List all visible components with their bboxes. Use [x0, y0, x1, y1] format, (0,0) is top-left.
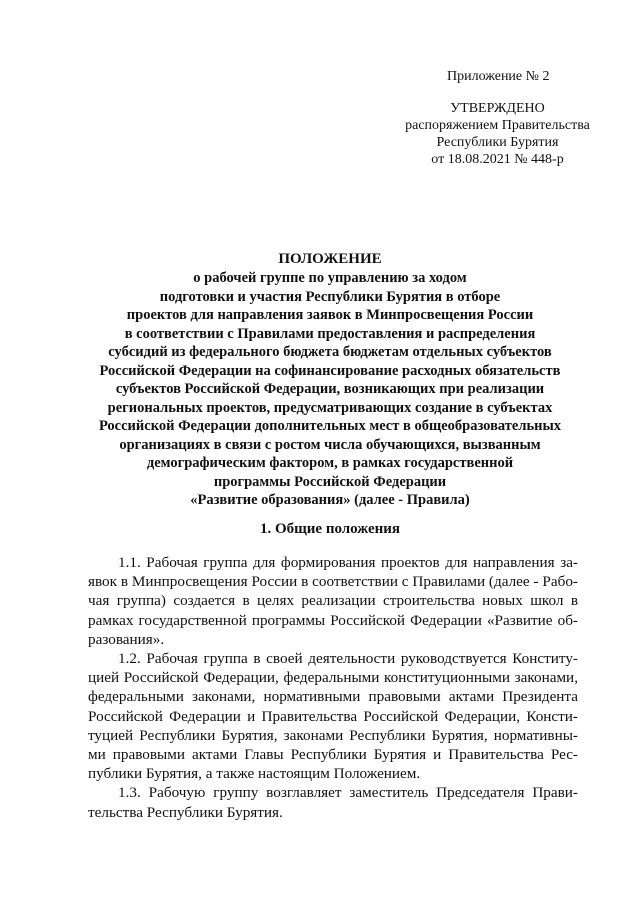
- paragraph-line: публики Бурятия, а также настоящим Положением.: [88, 765, 421, 783]
- title-line: демографическим фактором, в рамках государственной: [146, 455, 514, 471]
- section-heading: 1. Общие положения: [259, 521, 401, 537]
- paragraph-line: чая группа) создается в целях реализации строительства новых школ в: [88, 592, 578, 610]
- paragraph-line: федеральными законами, нормативными правовыми актами Президента: [88, 688, 578, 706]
- title-line: региональных проектов, предусматривающих создание в субъектах: [107, 399, 553, 416]
- title-line: организациях в связи с ростом числа обучающихся, вызванным: [119, 436, 541, 453]
- title-line: Российской Федерации дополнительных мест в общеобразовательных: [98, 418, 562, 434]
- paragraph-line: тельства Республики Бурятия.: [88, 803, 283, 821]
- title-line: субъектов Российской Федерации, возникающих при реализации: [115, 381, 545, 397]
- approval-line: УТВЕРЖДЕНО: [450, 101, 545, 116]
- title-line: о рабочей группе по управлению за ходом: [193, 270, 467, 286]
- approval-stamp: [380, 100, 615, 168]
- paragraph-line: 1.2. Рабочая группа в своей деятельности руководствуется Конститу-: [118, 650, 578, 668]
- title-line: в соответствии с Правилами предоставления и распределения: [124, 325, 536, 342]
- paragraph-line: цией Российской Федерации, федеральными конституционными законами,: [88, 669, 578, 687]
- title-line: Российской Федерации на софинансирование расходных обязательств: [99, 362, 561, 379]
- paragraph-1-1: [88, 553, 578, 649]
- title-line: субсидий из федерального бюджета бюджетам отдельных субъектов: [108, 344, 552, 360]
- title-line: проектов для направления заявок в Минпросвещения России: [126, 307, 534, 323]
- appendix-label: Приложение № 2: [447, 69, 550, 84]
- paragraph-1-3: [88, 783, 578, 821]
- section-body: [88, 553, 578, 822]
- title-heading: ПОЛОЖЕНИЕ: [278, 251, 382, 267]
- approval-line: распоряжением Правительства: [405, 118, 590, 133]
- paragraph-1-2: [88, 649, 578, 783]
- paragraph-line: Российской Федерации и Правительства Российской Федерации, Консти-: [88, 707, 578, 725]
- paragraph-line: явок в Минпросвещения России в соответствии с Правилами (далее - Рабо-: [88, 573, 578, 591]
- approval-line: от 18.08.2021 № 448-р: [431, 152, 564, 167]
- paragraph-line: 1.1. Рабочая группа для формирования проектов для направления за-: [118, 554, 578, 571]
- paragraph-line: рамках государственной программы Российской Федерации «Развитие об-: [88, 611, 578, 629]
- title-line: подготовки и участия Республики Бурятия в отборе: [159, 288, 501, 305]
- paragraph-line: 1.3. Рабочую группу возглавляет заместитель Председателя Прави-: [118, 784, 578, 802]
- title-line: программы Российской Федерации: [213, 473, 447, 490]
- paragraph-line: ми правовыми актами Главы Республики Бурятия и Правительства Рес-: [88, 746, 578, 764]
- paragraph-line: разования».: [88, 630, 165, 648]
- approval-line: Республики Бурятия: [436, 135, 559, 150]
- title-line: «Развитие образования» (далее - Правила): [190, 492, 470, 508]
- document-title: [60, 250, 600, 510]
- paragraph-line: туцией Республики Бурятия, законами Республики Бурятия, нормативны-: [88, 726, 578, 744]
